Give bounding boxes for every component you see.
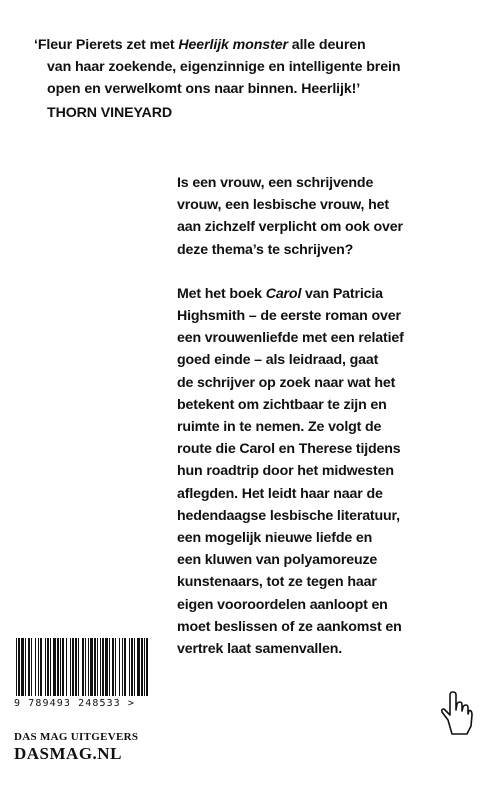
- publisher-name: DAS MAG UITGEVERS: [14, 731, 139, 743]
- blurb-line: de schrijver op zoek naar wat het: [177, 374, 396, 391]
- blurb-paragraph-1: [177, 172, 477, 261]
- barcode-icon: [14, 638, 152, 696]
- isbn-number: 9 789493 248533 >: [14, 698, 136, 709]
- blurb-text: van Patricia: [301, 285, 383, 302]
- quote-line-3: open en verwelkomt ons naar binnen. Heerlijk!’: [47, 81, 361, 97]
- isbn-barcode: [14, 638, 154, 709]
- quote-line-2: van haar zoekende, eigenzinnige en intelligente brein: [47, 59, 401, 75]
- blurb-line: een vrouwenliefde met een relatief: [177, 330, 404, 347]
- blurb-line: vertrek laat samenvallen.: [177, 641, 343, 658]
- blurb-line: eigen vooroordelen aanloopt en: [177, 596, 388, 613]
- blurb-paragraph-2: [177, 283, 477, 660]
- blurb-line: deze thema’s te schrijven?: [177, 241, 354, 258]
- blurb-line: ruimte in te nemen. Ze volgt de: [177, 419, 382, 436]
- quote-source: THORN VINEYARD: [47, 105, 172, 121]
- blurb-line: [177, 283, 477, 305]
- blurb: [177, 172, 477, 682]
- blurb-line: Highsmith – de eerste roman over: [177, 308, 401, 325]
- quote-text: alle deuren: [287, 37, 366, 53]
- blurb-line: route die Carol en Therese tijdens: [177, 441, 401, 458]
- blurb-text: Met het boek: [177, 285, 266, 302]
- blurb-line: een mogelijk nieuwe liefde en: [177, 530, 373, 547]
- blurb-line: Is een vrouw, een schrijvende: [177, 175, 374, 191]
- blurb-line: aflegden. Het leidt haar naar de: [177, 485, 383, 502]
- blurb-line: een kluwen van polyamoreuze: [177, 552, 378, 569]
- quote-book-title: Heerlijk monster: [178, 37, 288, 53]
- quote-line-1: [34, 34, 474, 56]
- quote-text: ‘Fleur Pierets zet met: [34, 37, 179, 53]
- hand-pointer-icon: [438, 690, 474, 736]
- blurb-line: vrouw, een lesbische vrouw, het: [177, 197, 389, 214]
- publisher-imprint: [14, 730, 138, 764]
- publisher-website: DASMAG.NL: [14, 744, 122, 763]
- blurb-line: goed einde – als leidraad, gaat: [177, 352, 379, 369]
- blurb-line: hedendaagse lesbische literatuur,: [177, 507, 400, 524]
- blurb-line: aan zichzelf verplicht om ook over: [177, 219, 403, 236]
- blurb-line: kunstenaars, tot ze tegen haar: [177, 574, 377, 591]
- blurb-book-title: Carol: [265, 285, 302, 302]
- blurb-line: betekent om zichtbaar te zijn en: [177, 396, 387, 413]
- blurb-line: moet beslissen of ze aankomst en: [177, 618, 402, 635]
- review-quote: [34, 34, 474, 124]
- blurb-line: hun roadtrip door het midwesten: [177, 463, 394, 480]
